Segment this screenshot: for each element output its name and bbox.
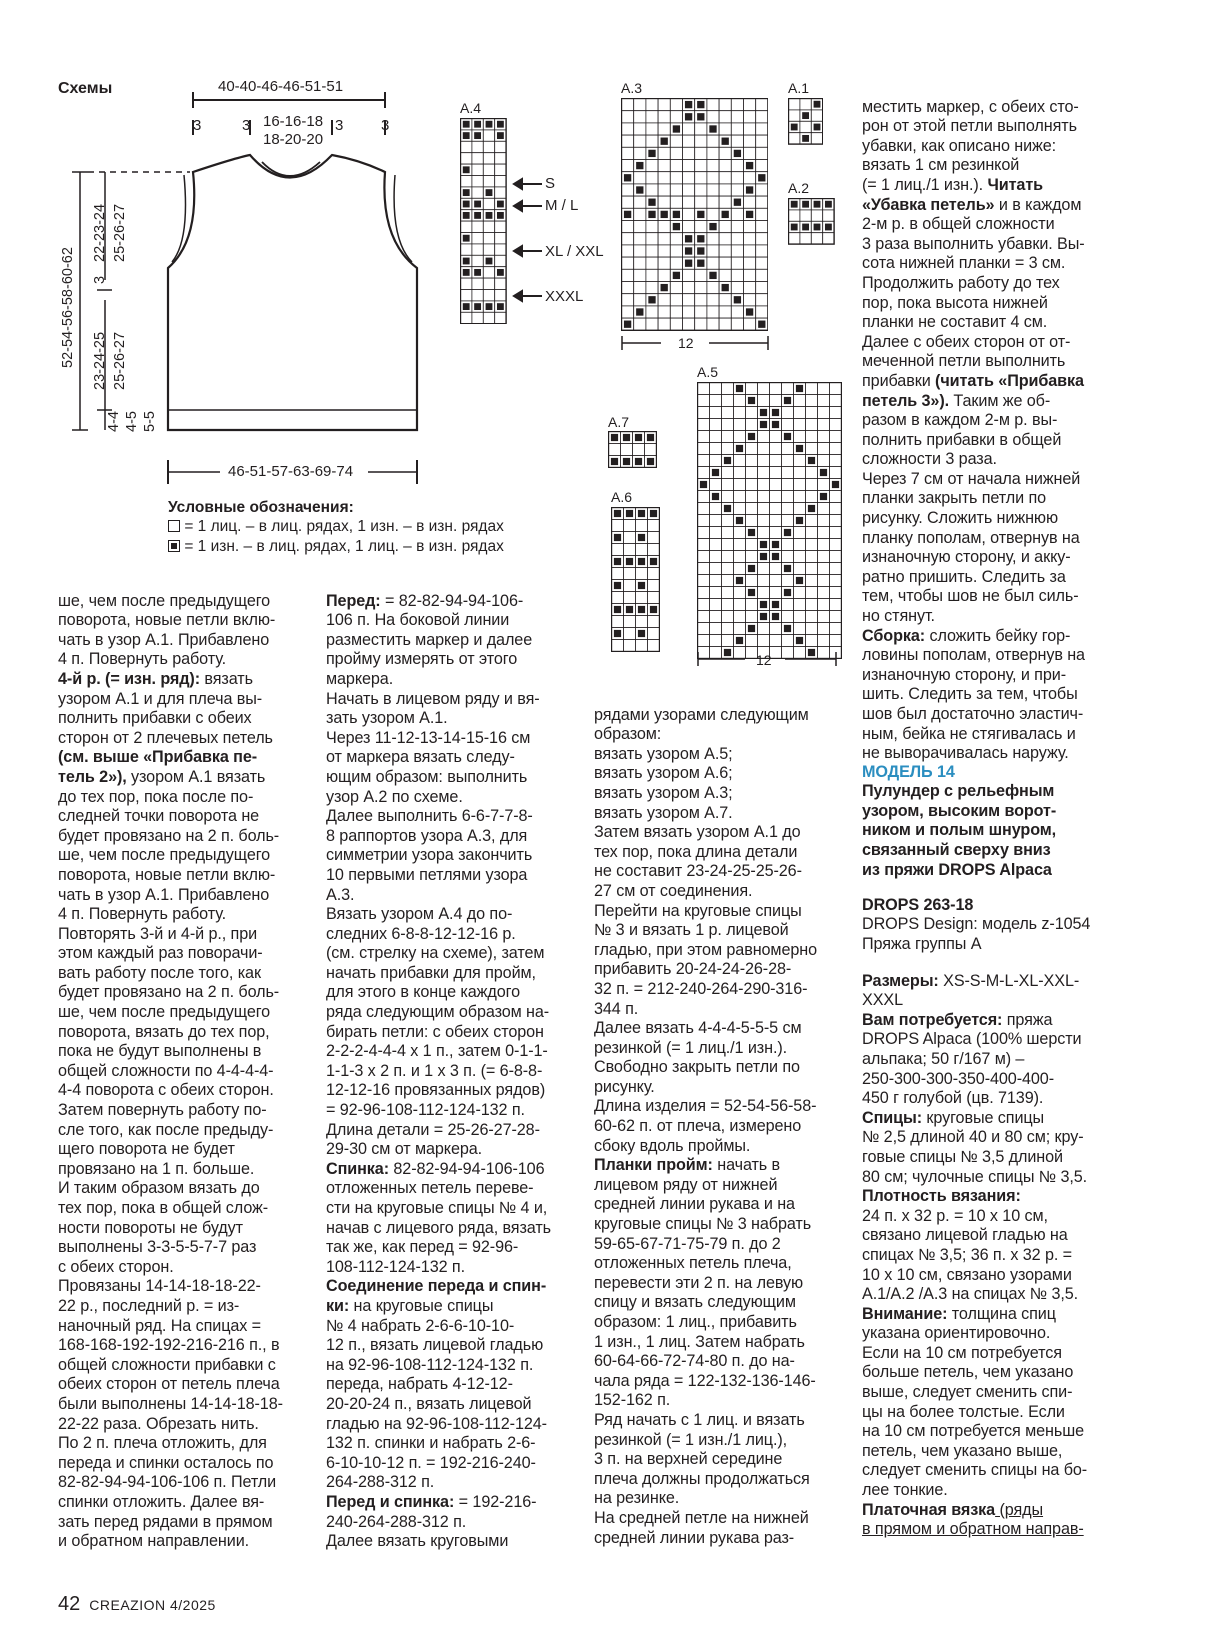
col4-bold-3: Сборка: xyxy=(862,626,926,645)
col2-bold-2: Спинка: xyxy=(326,1159,389,1178)
arrow-xl-label: XL / XXL xyxy=(545,243,604,260)
model-number: МОДЕЛЬ 14 xyxy=(862,762,955,781)
rib-dim-3: 5-5 xyxy=(142,411,158,432)
neck-dim-1: 16-16-18 xyxy=(263,113,324,130)
legend-item-2-text: = 1 изн. – в лиц. рядах, 1 лиц. – в изн. рядах xyxy=(184,538,504,555)
legend-item-2 xyxy=(168,537,504,557)
note-label: Внимание: xyxy=(862,1304,948,1323)
col2-text-2: 82-82-94-94-106-106 отложенных петель переве- сти на круговые спицы № 4 и, начав с лицевого ряда, вязать так же, как перед = 92-96- 108-112-124-132 п. xyxy=(326,1159,551,1276)
needles-value: круговые спицы № 2,5 длиной 40 и 80 см; кру- говые спицы № 3,5 длиной 80 см; чулочные спицы № 3,5. xyxy=(862,1108,1088,1186)
rib-dim-1: 4-4 xyxy=(106,411,122,432)
col4-text-3: Таким же об- разом в каждом 2-м р. вы- полнить прибавки в общей сложности 3 раза. Через 7 см от начала нижней планки закрыть петли по рисунку. Сложить нижнюю планку пополам, отвернув на изнаночную сторону, и акку- ратно пришить. Следить за тем, чтобы шов не был силь- но стянут. xyxy=(862,391,1081,626)
chart-a2-label: A.2 xyxy=(788,180,810,196)
note-value: толщина спиц указана ориентировочно. Если на 10 см потребуется больше петель, чем указано выше, следует сменить спи- цы на более толстые. Если на 10 см потребуется меньше петель, чем указано выше, следует сменить спицы на бо- лее тонкие. xyxy=(862,1304,1088,1500)
chart-a6-label: A.6 xyxy=(611,489,633,505)
col1-text-3: узором А.1 вязать до тех пор, пока после по- следней точки поворота не будет провязано на 2 п. боль- ше, чем после предыдущего поворота, новые петли вклю- чать в узор А.1. Прибавлено 4 п. Повернуть работу. Повторять 3-й и 4-й р., при этом каждый раз поворачи- вать работу после того, как будет провязано на 2 п. боль- ше, чем после предыдущего поворота, вязать до тех пор, пока не будут выполнены в общей сложности по 4-4-4-4- 4-4 поворота с обеих сторон. Затем повернуть работу по- сле того, как после предыду- щего поворота не будет провязано на 1 п. больше. И таким образом вязать до тех пор, пока в общей слож- ности повороты не будут выполнены 3-3-5-5-7-7 раз с обеих сторон. Провязаны 14-14-18-18-22- 22 р., последний р. = из- наночный ряд. На спицах = 168-168-192-192-216-216 п., в общей сложности прибавки с обеих сторон от петель плеча были выполнены 14-14-18-18- 22-22 раза. Обрезать нить. По 2 п. плеча отложить, для переда и спинки осталось по 82-82-94-94-106-106 п. Петли спинки отложить. Далее вя- зать перед рядами в прямом и обратном направлении. xyxy=(58,767,283,1551)
dim-3b: 3 xyxy=(242,117,251,134)
chart-a6 xyxy=(611,507,660,657)
vertical-dims xyxy=(0,0,200,450)
model-title: Пулундер с рельефным узором, высоким ворот- ником и полым шнуром, связанный сверху вниз из пряжи DROPS Alpaca xyxy=(862,782,1057,879)
magazine-name: CREAZION 4/2025 xyxy=(89,1597,216,1613)
column-2 xyxy=(326,572,576,1552)
chart-a5 xyxy=(697,382,842,664)
legend-item-1-text: = 1 лиц. – в лиц. рядах, 1 изн. – в изн. рядах xyxy=(184,518,504,535)
legend-title: Условные обозначения: xyxy=(168,499,354,516)
chart-a2 xyxy=(788,198,835,250)
col3-text-2: начать в лицевом ряду от нижней средней линии рукава и на круговые спицы № 3 набрать 59-65-67-71-75-79 п. до 2 отложенных петель плеча, перевести эти 2 п. на левую спицу и вязать следующим образом: 1 лиц., прибавить 1 изн., 1 лиц. Затем набрать 60-64-66-72-74-80 п. до на- чала ряда = 122-132-136-146- 152-162 п. Ряд начать с 1 лиц. и вязать резинкой (= 1 изн./1 лиц.), 3 п. на верхней середине плеча должны продолжаться на резинке. На средней петле на нижней средней линии рукава раз- xyxy=(594,1156,816,1547)
col2-text-4: = 192-216- 240-264-288-312 п. Далее вязать круговыми xyxy=(326,1492,537,1551)
col1-bold-1: 4-й р. (= изн. ряд): xyxy=(58,669,201,688)
col1-bold-2: (см. выше «Прибавка пе- тель 2»), xyxy=(58,748,258,786)
col4-bold-1: Читать «Убавка петель» xyxy=(862,175,1044,214)
chart-a4 xyxy=(460,118,507,329)
a5-count: 12 xyxy=(756,652,772,668)
column-3 xyxy=(594,686,844,1548)
page-footer xyxy=(58,1593,216,1616)
chart-a1-label: A.1 xyxy=(788,80,810,96)
col4-text-2: и в каждом 2-м р. в общей сложности 3 раза выполнить убавки. Вы- сота нижней планки = 3 см. Продолжить работу до тех пор, пока высота нижней планки не составит 4 см. Далее с обеих сторон от от- меченной петли выполнить прибавки xyxy=(862,195,1085,390)
col4-text-1: местить маркер, с обеих сто- рон от этой петли выполнять убавки, как описано ниже: вязать 1 см резинкой (= 1 лиц./1 изн.). xyxy=(862,97,1079,194)
empty-square-icon xyxy=(168,520,180,532)
arm-dim-2: 25-26-27 xyxy=(112,203,128,262)
chart-a3-label: A.3 xyxy=(621,80,643,96)
need-value: пряжа DROPS Alpaca (100% шерсти альпака; 50 г/167 м) – 250-300-300-350-400-400- 450 г голубой (цв. 7139). xyxy=(862,1010,1082,1108)
neck-dim-2: 18-20-20 xyxy=(263,131,324,148)
col3-text-1: рядами узорами следующим образом: вязать узором А.5; вязать узором А.6; вязать узором А.3; вязать узором А.7. Затем вязать узором А.1 до тех пор, пока длина детали не составит 23-24-25-25-26- 27 см от соединения. Перейти на круговые спицы № 3 и вязать 1 р. лицевой гладью, при этом равномерно прибавить 20-24-24-26-28- 32 п. = 212-240-264-290-316- 344 п. Далее вязать 4-4-4-5-5-5 см резинкой (= 1 лиц./1 изн.). Свободно закрыть петли по рисунку. Длина изделия = 52-54-56-58- 60-62 п. от плеча, измерено сбоку вдоль проймы. xyxy=(594,705,818,1155)
rib-dim-2: 4-5 xyxy=(124,411,140,432)
col4-bold-2: (читать «Прибавка петель 3»). xyxy=(862,371,1084,410)
a3-count: 12 xyxy=(678,335,694,351)
body-dim-1: 23-24-25 xyxy=(92,331,108,390)
arm-dim-3: 3 xyxy=(92,275,108,284)
dim-3d: 3 xyxy=(381,117,390,134)
arm-dim-1: 22-23-24 xyxy=(92,203,108,262)
filled-square-icon xyxy=(168,540,180,552)
drops-code: DROPS 263-18 xyxy=(862,895,974,914)
gauge-label: Плотность вязания: xyxy=(862,1187,1021,1206)
row-arrows xyxy=(510,170,544,310)
design-info: DROPS Design: модель z-1054 Пряжа группы А xyxy=(862,915,1091,953)
dim-top: 40-40-46-46-51-51 xyxy=(218,78,344,95)
model-details xyxy=(862,876,1122,954)
chart-a7 xyxy=(608,431,657,473)
stitch-value: (ряды в прямом и обратном направ- xyxy=(862,1500,1084,1539)
col3-bold-1: Планки пройм: xyxy=(594,1156,713,1175)
page-number: 42 xyxy=(58,1593,81,1615)
arrow-xxxl-label: XXXL xyxy=(545,288,584,305)
a3-count-line xyxy=(621,336,769,350)
column-1 xyxy=(58,572,308,1552)
schemes-title: Схемы xyxy=(58,80,113,97)
col2-text-3: на круговые спицы № 4 набрать 2-6-6-10-10- 12 п., вязать лицевой гладью на 92-96-108-112-124-132 п. переда, набрать 4-12-12- 20-20-24 п., вязать лицевой гладью на 92-96-108-112-124- 132 п. спинки и набрать 2-6- 6-10-10-12 п. = 192-216-240- 264-288-312 п. xyxy=(326,1296,547,1492)
col2-bold-4: Перед и спинка: xyxy=(326,1492,455,1511)
gauge-value: 24 п. х 32 р. = 10 х 10 см, связано лицевой гладью на спицах № 3,5; 36 п. х 32 р. = 10 х 10 см, связано узорами А.1/А.2 /А.3 на спицах № 3,5. xyxy=(862,1206,1079,1304)
model-block xyxy=(862,743,1122,880)
chart-a5-label: A.5 xyxy=(697,364,719,380)
width-dim: 46-51-57-63-69-74 xyxy=(228,463,354,480)
needles-label: Спицы: xyxy=(862,1108,922,1127)
col2-text-1: = 82-82-94-94-106- 106 п. На боковой линии разместить маркер и далее пройму измерять от этого маркера. Начать в лицевом ряду и вя- зать узором А.1. Через 11-12-13-14-15-16 см от маркера вязать следу- ющим образом: выполнить узор А.2 по схеме. Далее выполнить 6-6-7-7-8- 8 раппортов узора А.3, для симметрии узора закончить 10 первыми петлями узора А.3. Вязать узором А.4 до по- следних 6-8-8-12-12-16 р. (см. стрелку на схеме), затем начать прибавки для пройм, для этого в конце каждого ряда следующим образом на- бирать петли: с обеих сторон 2-2-2-4-4-4 х 1 п., затем 0-1-1- 1-1-3 х 2 п. и 1 х 3 п. (= 6-8-8- 12-12-16 провязанных рядов) = 92-96-108-112-124-132 п. Длина детали = 25-26-27-28- 29-30 см от маркера. xyxy=(326,591,550,1159)
chart-a1 xyxy=(788,98,823,150)
dim-3a: 3 xyxy=(193,117,202,134)
col1-text-2: вязать узором А.1 и для плеча вы- полнить прибавки с обеих сторон от 2 плечевых петель xyxy=(58,669,273,747)
chart-a7-label: A.7 xyxy=(608,414,630,430)
column-4 xyxy=(862,78,1122,764)
stitch-label: Платочная вязка xyxy=(862,1500,996,1519)
sizes-value: XS-S-M-L-XL-XXL- XXXL xyxy=(862,971,1080,1010)
dim-3c: 3 xyxy=(335,117,344,134)
col1-text-1: ше, чем после предыдущего поворота, новые петли вклю- чать в узор А.1. Прибавлено 4 п. Повернуть работу. xyxy=(58,591,276,669)
need-label: Вам потребуется: xyxy=(862,1010,1003,1029)
col4-text-4: сложить бейку гор- ловины пополам, отвернув на изнаночную сторону, и при- шить. Следить за тем, чтобы шов был достаточно эластич- ным, бейка не стягивалась и не выворачивалась наружу. xyxy=(862,626,1085,763)
chart-a3 xyxy=(621,98,768,336)
arrow-ml-label: M / L xyxy=(545,197,579,214)
arrow-s-label: S xyxy=(545,175,556,192)
model-specs xyxy=(862,952,1122,1540)
sizes-label: Размеры: xyxy=(862,971,939,990)
legend-item-1 xyxy=(168,517,504,537)
body-dim-2: 25-26-27 xyxy=(112,331,128,390)
height-total: 52-54-56-58-60-62 xyxy=(60,247,76,368)
col2-bold-3: Соединение переда и спин- ки: xyxy=(326,1277,547,1315)
col2-bold-1: Перед: xyxy=(326,591,381,610)
chart-a4-label: A.4 xyxy=(460,100,482,116)
